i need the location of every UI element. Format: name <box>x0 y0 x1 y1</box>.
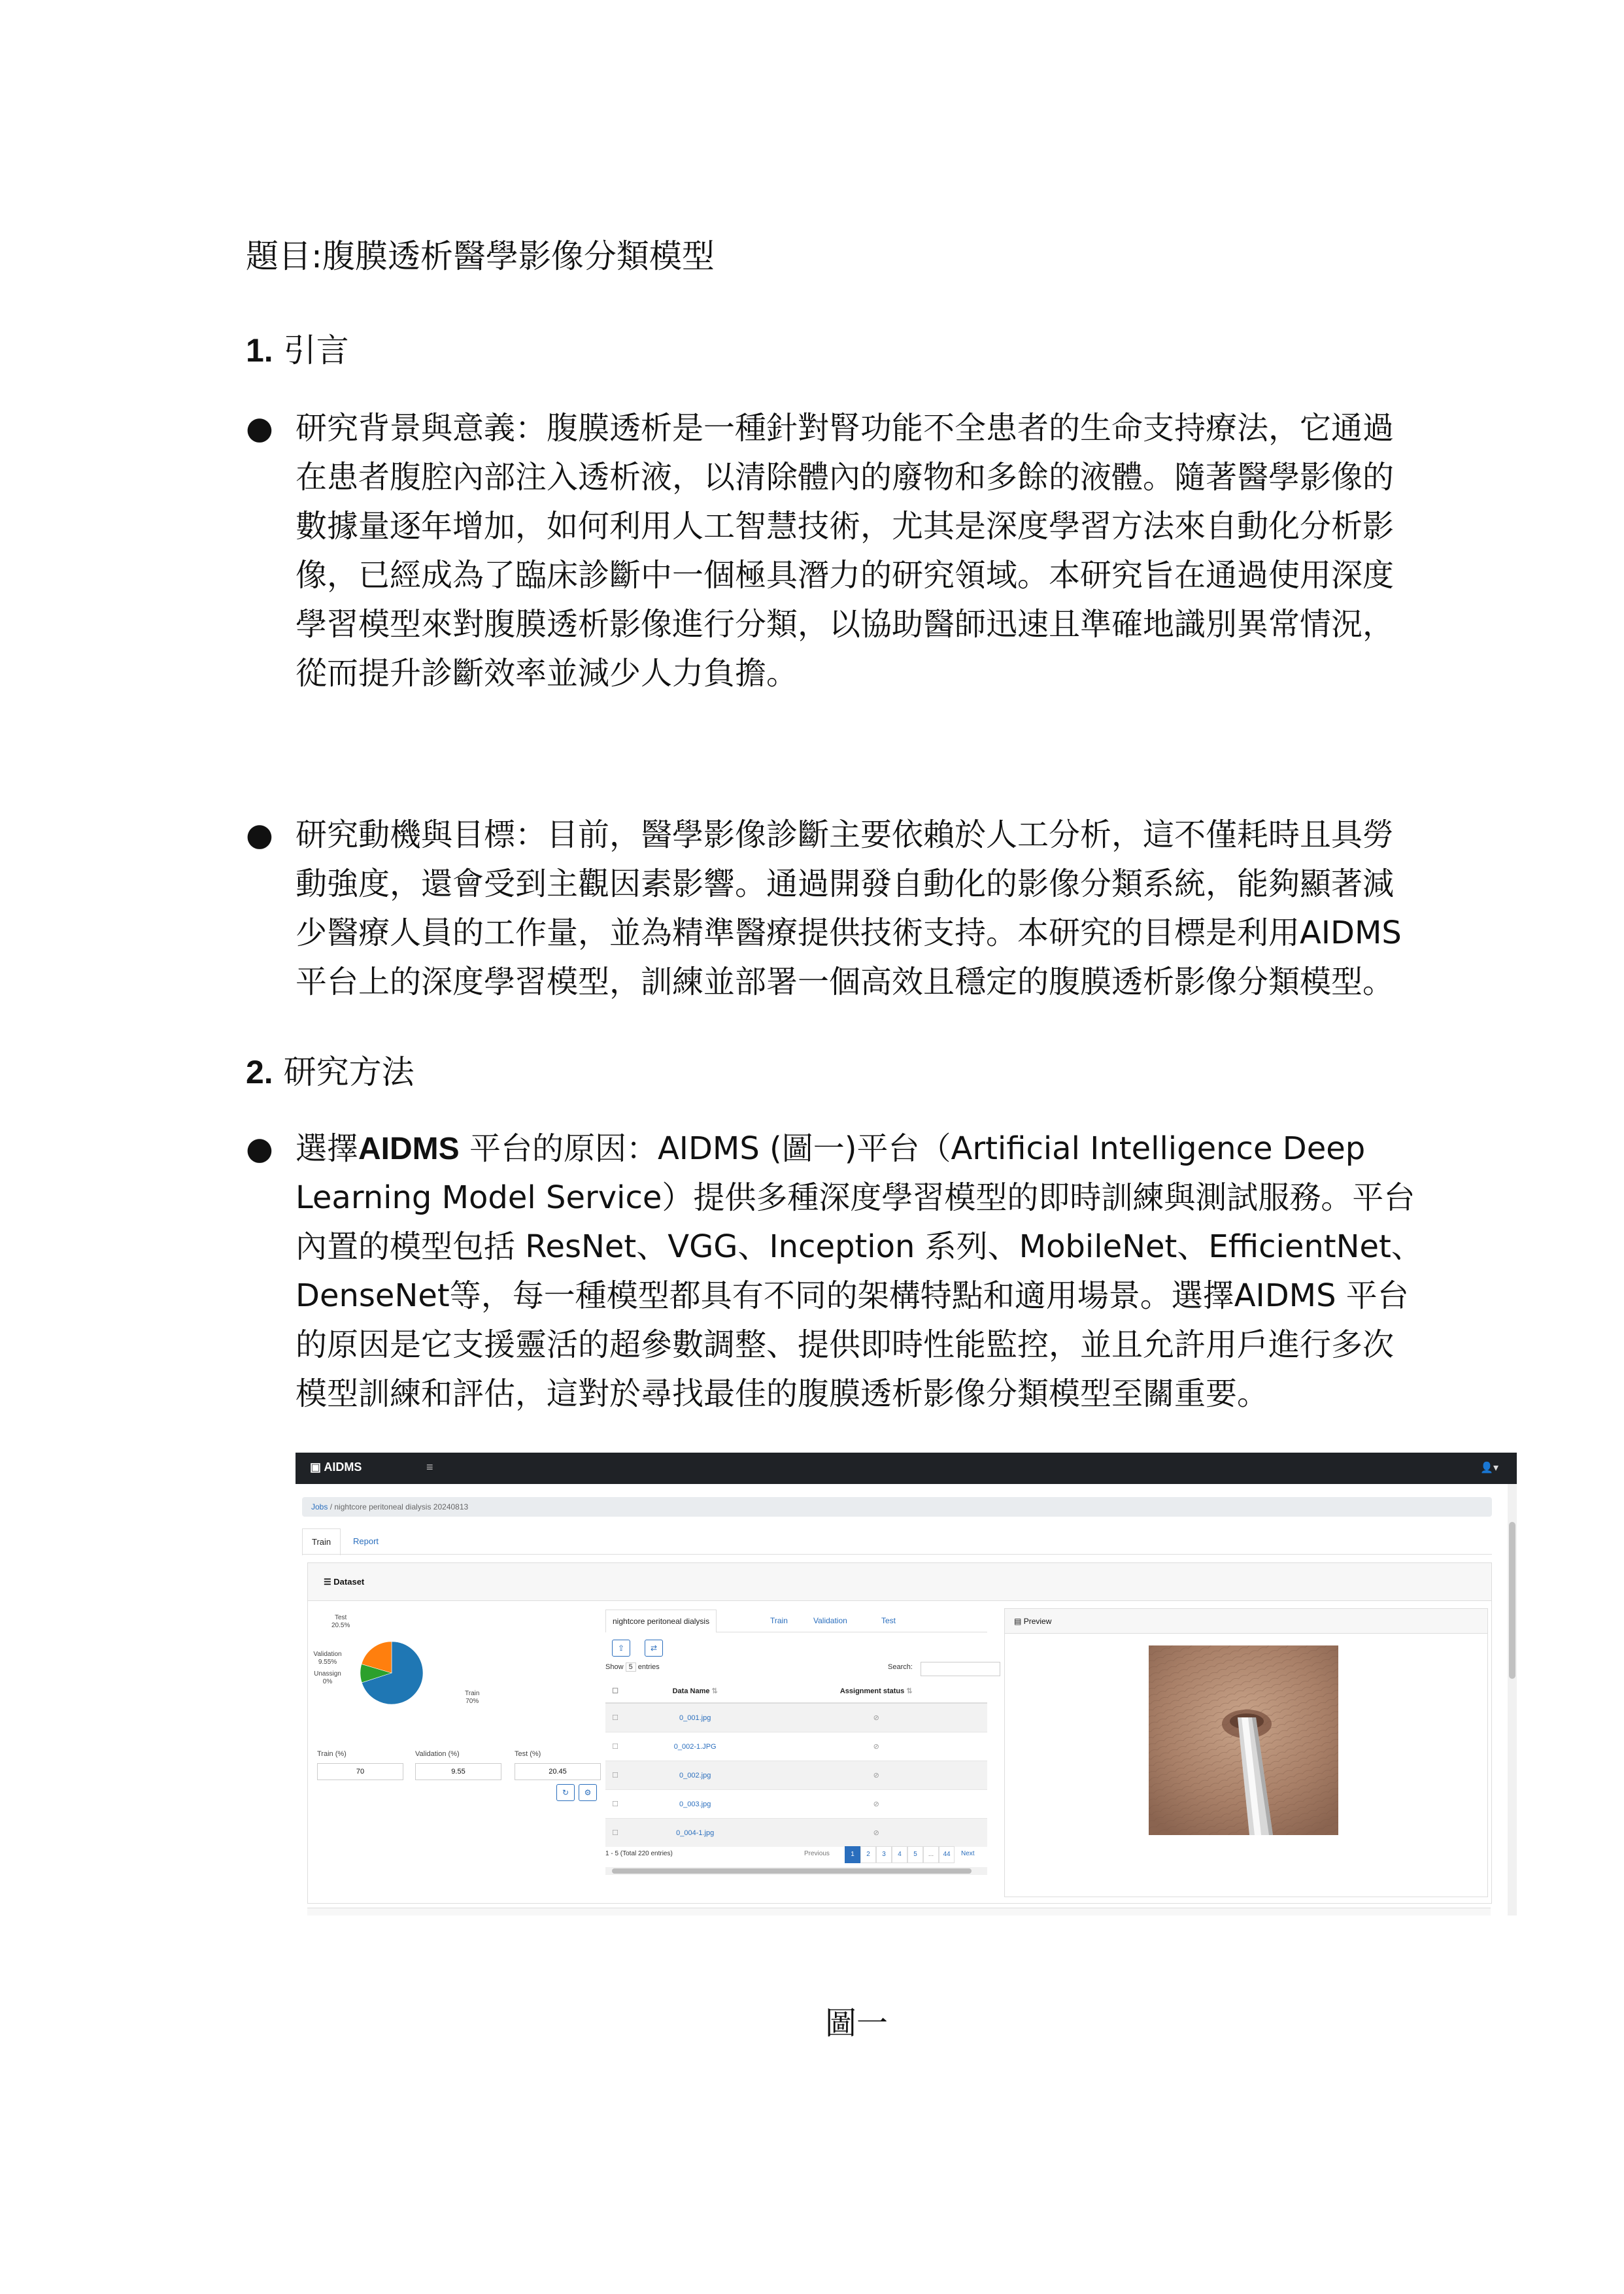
logo-icon: ▣ <box>310 1460 322 1474</box>
data-tab-test[interactable]: Test <box>881 1616 896 1625</box>
breadcrumb-separator: / <box>328 1502 335 1511</box>
row-name-link[interactable]: 0_004-1.jpg <box>625 1819 765 1847</box>
row-name-link[interactable]: 0_003.jpg <box>625 1790 765 1819</box>
apply-split-button[interactable] <box>579 1784 597 1801</box>
pager-previous[interactable]: Previous <box>804 1850 830 1857</box>
row-checkbox[interactable]: ☐ <box>605 1732 625 1761</box>
settings-icon: ⚙ <box>584 1788 592 1797</box>
bullet-line: 從而提升診斷效率並減少人力負擔。 <box>296 655 798 692</box>
train-pct-label: Train (%) <box>317 1750 347 1758</box>
section-1-heading <box>246 324 349 377</box>
hscroll-thumb[interactable] <box>612 1868 972 1874</box>
table-row[interactable] <box>605 1732 987 1761</box>
table-row[interactable] <box>605 1790 987 1819</box>
bullet-line: 動強度，還會受到主觀因素影響。通過開發自動化的影像分類系統，能夠顯著減 <box>296 866 1395 902</box>
data-tabs <box>605 1610 987 1632</box>
upload-icon: ⇪ <box>617 1644 625 1653</box>
table-row[interactable] <box>605 1819 987 1847</box>
pager-page[interactable]: 3 <box>876 1846 892 1863</box>
bullet-dot: ● <box>246 410 273 447</box>
row-name-link[interactable]: 0_002-1.JPG <box>625 1732 765 1761</box>
preview-image <box>1149 1645 1338 1835</box>
tab-divider <box>302 1554 1492 1555</box>
pager-page[interactable]: 4 <box>892 1846 907 1863</box>
preview-title: Preview <box>1023 1617 1052 1626</box>
pager-page[interactable]: 5 <box>907 1846 923 1863</box>
column-header-data-name[interactable]: Data Name ⇅ <box>625 1679 765 1703</box>
pager-ellipsis: ... <box>923 1846 939 1863</box>
sync-icon: ⇄ <box>650 1644 658 1653</box>
bullet-line: 在患者腹腔內部注入透析液，以清除體內的廢物和多餘的液體。隨著醫學影像的 <box>296 459 1395 496</box>
validation-pct-label: Validation (%) <box>415 1750 460 1758</box>
database-icon: ☰ <box>324 1577 331 1587</box>
status-icon: ⊘ <box>765 1703 987 1732</box>
status-icon: ⊘ <box>765 1819 987 1847</box>
breadcrumb <box>302 1497 1492 1517</box>
row-name-link[interactable]: 0_001.jpg <box>625 1703 765 1732</box>
file-icon: ▤ <box>1014 1617 1022 1626</box>
table-row[interactable] <box>605 1761 987 1790</box>
document-title: 題目:腹膜透析醫學影像分類模型 <box>246 237 715 275</box>
train-pct-input[interactable]: 70 <box>317 1763 403 1780</box>
bullet-line: 模型訓練和評估，這對於尋找最佳的腹膜透析影像分類模型至關重要。 <box>296 1375 1269 1412</box>
row-checkbox[interactable]: ☐ <box>605 1819 625 1847</box>
bullet-line: Learning Model Service）提供多種深度學習模型的即時訓練與測試服務。平台 <box>296 1179 1415 1216</box>
pager-page[interactable]: 2 <box>860 1846 876 1863</box>
section-1-number: 1. <box>246 332 273 369</box>
upload-button[interactable] <box>612 1640 630 1657</box>
next-card-edge <box>307 1908 1491 1915</box>
data-tab-train[interactable]: Train <box>770 1616 788 1625</box>
bullet-line: 的原因是它支援靈活的超參數調整、提供即時性能監控，並且允許用戶進行多次 <box>296 1326 1395 1363</box>
bullet-motivation <box>246 811 1442 1013</box>
bullet-line: 少醫療人員的工作量，並為精準醫療提供技術支持。本研究的目標是利用AIDMS <box>296 915 1402 951</box>
select-all-checkbox[interactable]: ☐ <box>605 1679 625 1703</box>
section-1-label: 引言 <box>283 331 349 369</box>
status-icon: ⊘ <box>765 1761 987 1790</box>
dataset-title: Dataset <box>333 1577 365 1587</box>
pager-page[interactable]: 44 <box>939 1846 955 1863</box>
dataset-header <box>308 1563 1491 1601</box>
page-size-select[interactable]: 5 <box>626 1662 636 1672</box>
top-navbar <box>296 1453 1517 1484</box>
logo-text: AIDMS <box>324 1460 362 1474</box>
aidms-screenshot <box>296 1453 1517 1915</box>
bullet-line: 像，已經成為了臨床診斷中一個極具潛力的研究領域。本研究旨在通過使用深度 <box>296 557 1395 594</box>
bullet-line: 數據量逐年增加，如何利用人工智慧技術，尤其是深度學習方法來自動化分析影 <box>296 508 1395 545</box>
data-table <box>605 1679 987 1847</box>
pagination <box>804 1846 987 1862</box>
preview-panel <box>1004 1608 1488 1897</box>
bullet-platform <box>246 1124 1442 1425</box>
bullet-lead-rest: 平台的原因：AIDMS (圖一)平台（Artificial Intelligence Deep <box>459 1130 1366 1167</box>
bullet-line: 平台上的深度學習模型，訓練並部署一個高效且穩定的腹膜透析影像分類模型。 <box>296 964 1395 1000</box>
search-label: Search: <box>888 1663 913 1671</box>
app-logo[interactable] <box>310 1460 362 1474</box>
bullet-line: 學習模型來對腹膜透析影像進行分類，以協助醫師迅速且準確地識別異常情況， <box>296 606 1395 643</box>
data-tab-all[interactable]: nightcore peritoneal dialysis <box>605 1610 717 1632</box>
test-pct-input[interactable]: 20.45 <box>515 1763 601 1780</box>
section-2-number: 2. <box>246 1054 273 1090</box>
breadcrumb-jobs-link[interactable]: Jobs <box>311 1502 328 1511</box>
test-pct-label: Test (%) <box>515 1750 541 1758</box>
section-2-heading <box>246 1046 414 1098</box>
bullet-line: 研究動機與目標：目前，醫學影像診斷主要依賴於人工分析，這不僅耗時且具勞 <box>296 817 1395 853</box>
sort-icon: ⇅ <box>906 1687 913 1695</box>
pie-label-unassign: Unassign 0% <box>314 1670 341 1685</box>
table-row[interactable] <box>605 1703 987 1732</box>
split-pie-chart <box>359 1640 424 1706</box>
bullet-lead: 選擇 <box>296 1130 359 1167</box>
horizontal-scrollbar[interactable] <box>605 1867 987 1875</box>
row-name-link[interactable]: 0_002.jpg <box>625 1761 765 1790</box>
pie-label-test: Test 20.5% <box>331 1614 350 1629</box>
bullet-line <box>296 1124 1440 1173</box>
bullet-background <box>246 404 1442 705</box>
bullet-line: 內置的模型包括 ResNet、VGG、Inception 系列、MobileNet、EfficientNet、 <box>296 1228 1423 1265</box>
menu-icon[interactable]: ≡ <box>426 1460 433 1474</box>
search-input[interactable] <box>921 1662 1000 1676</box>
row-checkbox[interactable]: ☐ <box>605 1761 625 1790</box>
tab-report[interactable]: Report <box>353 1536 379 1546</box>
bullet-line: 研究背景與意義：腹膜透析是一種針對腎功能不全患者的生命支持療法，它通過 <box>296 410 1395 447</box>
breadcrumb-current: nightcore peritoneal dialysis 20240813 <box>334 1502 469 1511</box>
validation-pct-input[interactable]: 9.55 <box>415 1763 501 1780</box>
refresh-split-button[interactable] <box>556 1784 575 1801</box>
pie-label-validation: Validation 9.55% <box>313 1651 342 1666</box>
status-icon: ⊘ <box>765 1790 987 1819</box>
row-checkbox[interactable]: ☐ <box>605 1703 625 1732</box>
row-checkbox[interactable]: ☐ <box>605 1790 625 1819</box>
preview-header <box>1005 1609 1487 1634</box>
show-entries <box>605 1663 660 1671</box>
column-header-status[interactable]: Assignment status ⇅ <box>765 1679 987 1703</box>
refresh-icon: ↻ <box>562 1788 569 1797</box>
pie-label-train: Train 70% <box>465 1690 480 1705</box>
bullet-lead-bold: AIDMS <box>358 1132 460 1166</box>
scroll-thumb[interactable] <box>1509 1522 1515 1679</box>
show-label: Show <box>605 1663 624 1671</box>
bullet-dot: ● <box>246 1130 273 1167</box>
pager-next[interactable]: Next <box>961 1850 975 1857</box>
sync-button[interactable] <box>645 1640 663 1657</box>
vertical-scrollbar[interactable] <box>1508 1484 1517 1915</box>
status-icon: ⊘ <box>765 1732 987 1761</box>
pager-page[interactable]: 1 <box>845 1846 860 1863</box>
table-info: 1 - 5 (Total 220 entries) <box>605 1850 673 1857</box>
bullet-line: DenseNet等，每一種模型都具有不同的架構特點和適用場景。選擇AIDMS 平台 <box>296 1277 1409 1314</box>
data-tab-validation[interactable]: Validation <box>813 1616 847 1625</box>
entries-label: entries <box>637 1663 660 1671</box>
figure-caption: 圖一 <box>825 2005 888 2042</box>
tab-train[interactable]: Train <box>302 1528 341 1555</box>
bullet-dot: ● <box>246 817 273 853</box>
peritoneal-catheter-photo <box>1149 1645 1338 1835</box>
section-2-label: 研究方法 <box>283 1053 414 1091</box>
user-menu-icon[interactable]: 👤▾ <box>1480 1462 1498 1474</box>
sort-icon: ⇅ <box>711 1687 718 1695</box>
